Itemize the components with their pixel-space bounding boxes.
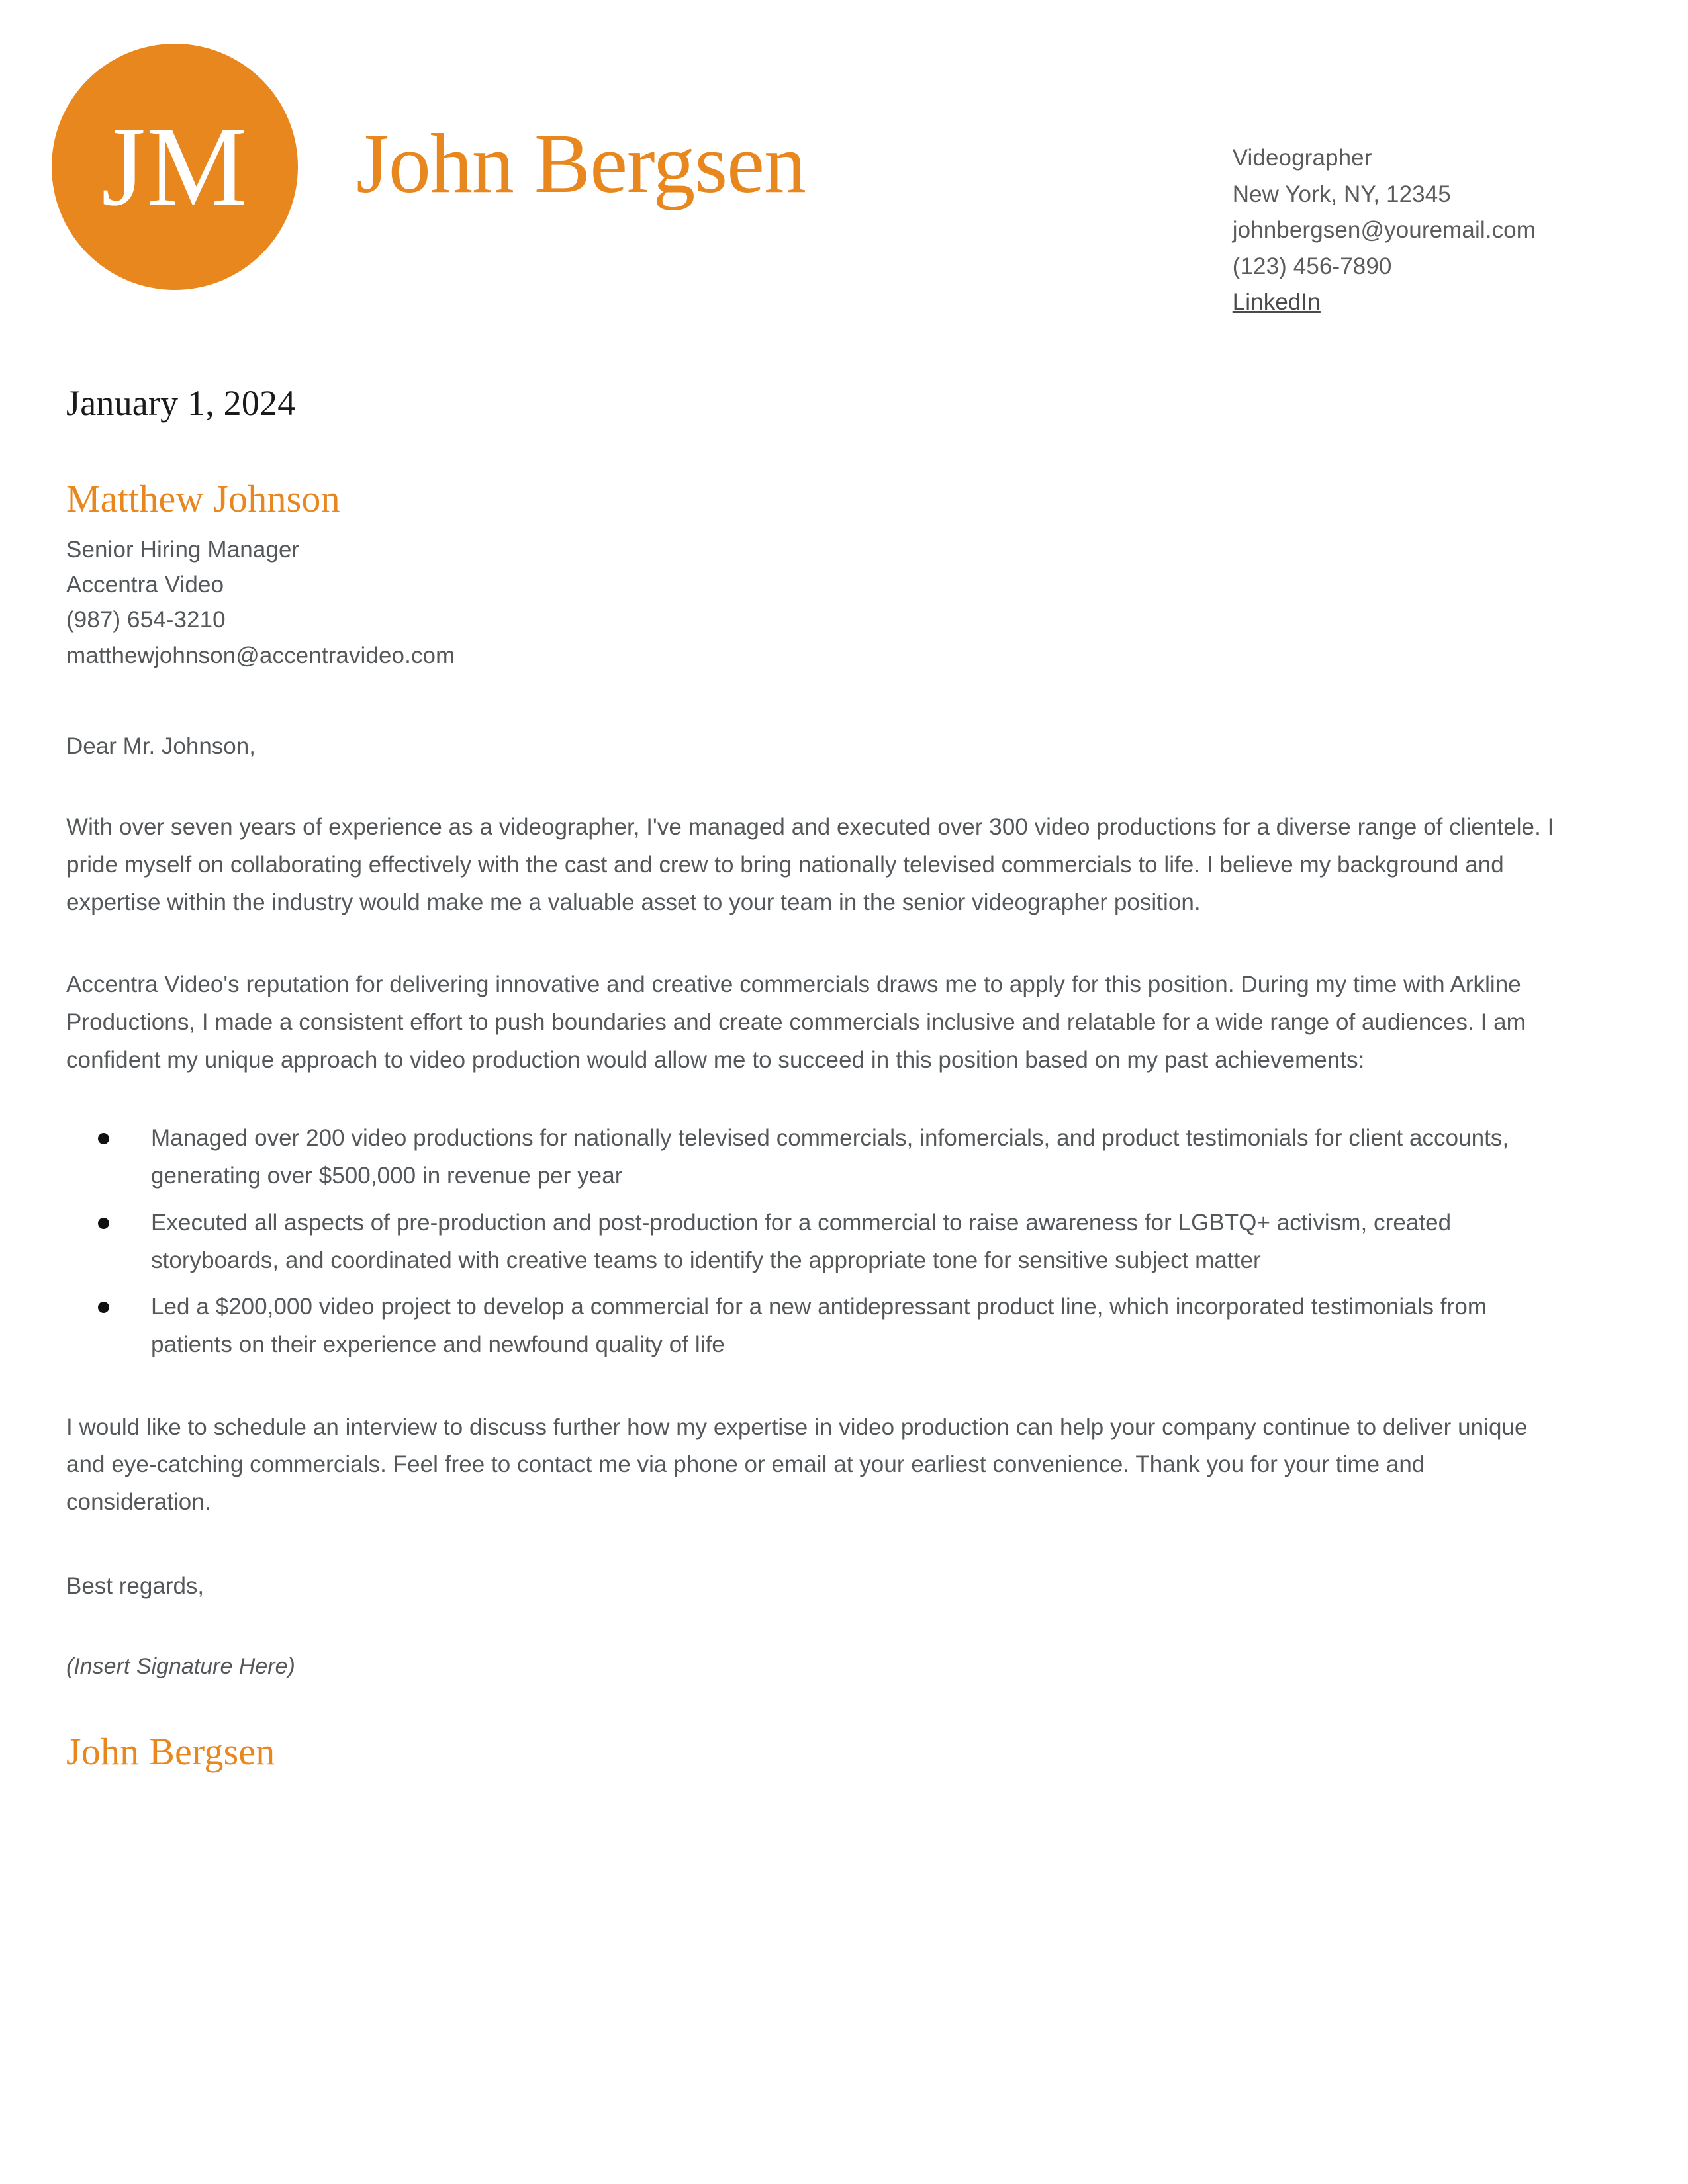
list-item [66,1289,1566,1363]
page-title: John Bergsen [356,116,806,210]
linkedin-link[interactable]: LinkedIn [1232,289,1321,316]
contact-job-title: Videographer [1232,145,1372,171]
bullet-dot-icon [98,1302,109,1313]
body-paragraph-2: Accentra Video's reputation for delivering innovative and creative commercials draws me to apply for this position. During my time with Arkline Productions, I made a consistent effort to push boundaries and create commercials inclusive and relatable for a wide range of audiences. I am confident my unique approach to video production would allow me to succeed in this position based on my past achievements: [66,972,1526,1073]
list-item-text: Led a $200,000 video project to develop a commercial for a new antidepressant product line, which incorporated testimonials from patients on their experience and newfound quality of life [151,1294,1487,1357]
recipient-name: Matthew Johnson [66,477,340,521]
recipient-title: Senior Hiring Manager [66,537,300,563]
list-item [66,1205,1566,1279]
letter-date: January 1, 2024 [66,383,296,423]
name-container [298,40,1233,208]
bullet-dot-icon [98,1133,109,1144]
list-item [66,1120,1566,1195]
monogram-avatar [52,44,298,290]
contact-email[interactable]: johnbergsen@youremail.com [1232,217,1536,244]
salutation: Dear Mr. Johnson, [66,733,256,759]
letter-body [0,384,1688,1774]
bullet-dot-icon [98,1218,109,1229]
contact-location: New York, NY, 12345 [1232,181,1451,207]
signature-name: John Bergsen [66,1730,275,1774]
recipient-company: Accentra Video [66,572,224,598]
monogram-initials: JM [101,104,248,230]
recipient-email: matthewjohnson@accentravideo.com [66,642,455,668]
closing-paragraph: I would like to schedule an interview to discuss further how my expertise in video production can help your company continue to deliver unique and eye-catching commercials. Feel free to contact me via phone or email at your earliest convenience. Thank you for your time and consideration. [66,1414,1528,1515]
recipient-phone: (987) 654-3210 [66,607,226,633]
achievements-list [66,1120,1566,1363]
contact-phone[interactable]: (123) 456-7890 [1232,253,1392,279]
list-item-text: Executed all aspects of pre-production and post-production for a commercial to raise awareness for LGBTQ+ activism, created storyboards, and coordinated with creative teams to identify the appropriate tone for sensitive subject matter [151,1209,1452,1273]
letter-header [0,0,1688,316]
body-paragraph-1: With over seven years of experience as a videographer, I've managed and executed over 300 video productions for a diverse range of clientele. I pride myself on collaborating effectively with the cast and crew to bring nationally televised commercials to life. I believe my background and expertise within the industry would make me a valuable asset to your team in the senior videographer position. [66,814,1554,915]
list-item-text: Managed over 200 video productions for nationally televised commercials, infomercials, and product testimonials for client accounts, generating over $500,000 in revenue per year [151,1125,1509,1189]
recipient-block [66,477,1566,672]
contact-info-block [1233,40,1536,321]
sign-off: Best regards, [66,1572,205,1599]
signature-placeholder: (Insert Signature Here) [66,1654,295,1680]
